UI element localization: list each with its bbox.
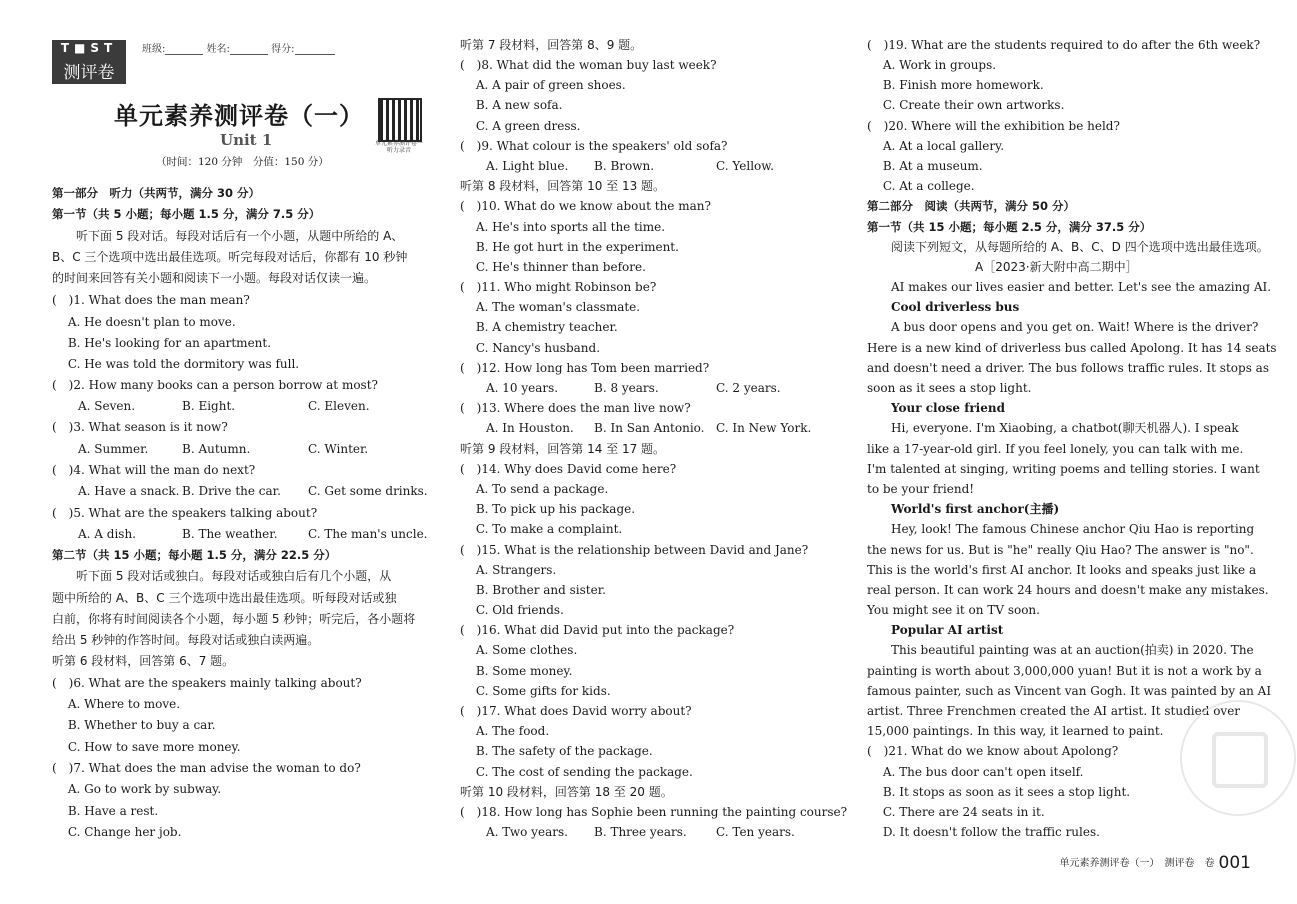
text-line: A. He's into sports all the time.	[460, 220, 666, 234]
text-line: 听下面 5 段对话或独白。每段对话或独白后有几个小题，从	[52, 569, 392, 583]
text-line: ( )1. What does the man mean?	[52, 293, 250, 307]
name-label: 姓名:	[206, 44, 230, 55]
text-line: ( )9. What colour is the speakers' old sofa?	[460, 139, 728, 153]
middle-column	[460, 0, 848, 904]
text-line: ( )17. What does David worry about?	[460, 704, 692, 718]
text-line: C. At a college.	[867, 179, 975, 193]
score-blank[interactable]	[295, 43, 335, 55]
answer-option: B. Three years.	[594, 825, 687, 839]
text-line: 听第 9 段材料，回答第 14 至 17 题。	[460, 442, 666, 456]
answer-option: A. Have a snack.	[78, 484, 180, 498]
text-line: B. A chemistry teacher.	[460, 320, 618, 334]
text-line: real person. It can work 24 hours and doesn't make any mistakes.	[867, 583, 1269, 597]
answer-option: B. The weather.	[182, 527, 278, 541]
answer-option: B. Brown.	[594, 159, 655, 173]
text-line: A. To send a package.	[460, 482, 609, 496]
text-line: 的时间来回答有关小题和阅读下一小题。每段对话仅读一遍。	[52, 271, 377, 285]
passage-subheading: Your close friend	[867, 401, 1005, 415]
page-title: 单元素养测评卷（一）	[114, 102, 364, 130]
text-line: C. He was told the dormitory was full.	[52, 357, 300, 371]
text-line: ( )4. What will the man do next?	[52, 463, 256, 477]
text-line: 听第 6 段材料，回答第 6、7 题。	[52, 654, 235, 668]
answer-option: B. 8 years.	[594, 381, 659, 395]
text-line: Hi, everyone. I'm Xiaobing, a chatbot(聊天机器人). I speak	[867, 421, 1239, 435]
page-footer	[1060, 853, 1251, 873]
text-line: D. It doesn't follow the traffic rules.	[867, 825, 1100, 839]
text-line: A［2023·新大附中高二期中］	[867, 260, 1138, 274]
text-line: A. The woman's classmate.	[460, 300, 641, 314]
score-label: 得分:	[271, 44, 295, 55]
class-blank[interactable]	[165, 43, 203, 55]
text-line: ( )3. What season is it now?	[52, 420, 228, 434]
text-line: B、C 三个选项中选出最佳选项。听完每段对话后，你都有 10 秒钟	[52, 250, 408, 264]
text-line: ( )6. What are the speakers mainly talking about?	[52, 676, 362, 690]
text-line: artist. Three Frenchmen created the AI artist. It studied over	[867, 704, 1241, 718]
answer-option: C. Winter.	[308, 442, 369, 456]
answer-option: C. Eleven.	[308, 399, 370, 413]
text-line: ( )15. What is the relationship between David and Jane?	[460, 543, 809, 557]
text-line: ( )19. What are the students required to do after the 6th week?	[867, 38, 1261, 52]
text-line: C. To make a complaint.	[460, 522, 623, 536]
text-line: A. He doesn't plan to move.	[52, 315, 236, 329]
text-line: 白前，你将有时间阅读各个小题，每小题 5 秒钟；听完后，各小题将	[52, 612, 416, 626]
text-line: ( )2. How many books can a person borrow at most?	[52, 378, 378, 392]
text-line: 听第 8 段材料，回答第 10 至 13 题。	[460, 179, 666, 193]
text-line: like a 17-year-old girl. If you feel lonely, you can talk with me.	[867, 442, 1244, 456]
text-line: ( )16. What did David put into the package?	[460, 623, 735, 637]
text-line: Hey, look! The famous Chinese anchor Qiu Hao is reporting	[867, 522, 1255, 536]
text-line: C. Change her job.	[52, 825, 182, 839]
answer-option: C. 2 years.	[716, 381, 781, 395]
text-line: ( )14. Why does David come here?	[460, 462, 677, 476]
text-line: A. Strangers.	[460, 563, 557, 577]
text-line: C. Nancy's husband.	[460, 341, 601, 355]
text-line: A. At a local gallery.	[867, 139, 1005, 153]
section-heading: 第一节（共 5 小题；每小题 1.5 分，满分 7.5 分）	[52, 207, 321, 221]
text-line: C. The cost of sending the package.	[460, 765, 693, 779]
text-line: A. A pair of green shoes.	[460, 78, 626, 92]
text-line: 听第 7 段材料，回答第 8、9 题。	[460, 38, 643, 52]
text-line: A. The bus door can't open itself.	[867, 765, 1084, 779]
text-line: ( )20. Where will the exhibition be held?	[867, 119, 1120, 133]
text-line: A. Where to move.	[52, 697, 181, 711]
student-info-fields	[142, 40, 335, 55]
text-line: B. He got hurt in the experiment.	[460, 240, 679, 254]
text-line: C. A green dress.	[460, 119, 581, 133]
answer-option: C. In New York.	[716, 421, 812, 435]
text-line: 给出 5 秒钟的作答时间。每段对话或独白读两遍。	[52, 633, 320, 647]
answer-option: A. Seven.	[78, 399, 136, 413]
text-line: ( )11. Who might Robinson be?	[460, 280, 657, 294]
name-blank[interactable]	[230, 43, 268, 55]
answer-option: B. Eight.	[182, 399, 236, 413]
text-line: the news for us. But is "he" really Qiu Hao? The answer is "no".	[867, 543, 1254, 557]
watermark-seal	[1180, 700, 1296, 816]
text-line: A. Go to work by subway.	[52, 782, 222, 796]
section-heading: 第一节（共 15 小题；每小题 2.5 分，满分 37.5 分）	[867, 220, 1152, 234]
answer-option: C. Yellow.	[716, 159, 774, 173]
left-column	[52, 0, 434, 904]
text-line: painting is worth about 3,000,000 yuan! But it is not a work by a	[867, 664, 1262, 678]
class-label: 班级:	[142, 44, 166, 55]
text-line: ( )7. What does the man advise the woman to do?	[52, 761, 361, 775]
answer-option: A. Two years.	[486, 825, 568, 839]
answer-option: B. Drive the car.	[182, 484, 281, 498]
text-line: B. Finish more homework.	[867, 78, 1044, 92]
text-line: B. Have a rest.	[52, 804, 159, 818]
text-line: This is the world's first AI anchor. It looks and speaks just like a	[867, 563, 1257, 577]
text-line: 阅读下列短文，从每题所给的 A、B、C、D 四个选项中选出最佳选项。	[867, 240, 1269, 254]
text-line: B. He's looking for an apartment.	[52, 336, 272, 350]
text-line: You might see it on TV soon.	[867, 603, 1040, 617]
text-line: 听下面 5 段对话。每段对话后有一个小题，从题中所给的 A、	[52, 229, 404, 243]
text-line: B. It stops as soon as it sees a stop light.	[867, 785, 1131, 799]
test-logo	[52, 40, 126, 84]
text-line: soon as it sees a stop light.	[867, 381, 1032, 395]
passage-subheading: Cool driverless bus	[867, 300, 1020, 314]
text-line: ( )8. What did the woman buy last week?	[460, 58, 717, 72]
text-line: B. The safety of the package.	[460, 744, 653, 758]
text-line: B. Some money.	[460, 664, 573, 678]
answer-option: C. Ten years.	[716, 825, 795, 839]
text-line: ( )12. How long has Tom been married?	[460, 361, 710, 375]
text-line: A bus door opens and you get on. Wait! Where is the driver?	[867, 320, 1259, 334]
text-line: famous painter, such as Vincent van Gogh. It was painted by an AI	[867, 684, 1272, 698]
text-line: B. To pick up his package.	[460, 502, 636, 516]
text-line: A. Some clothes.	[460, 643, 578, 657]
text-line: A. The food.	[460, 724, 550, 738]
text-line: C. How to save more money.	[52, 740, 241, 754]
passage-subheading: Popular AI artist	[867, 623, 1004, 637]
answer-option: A. Summer.	[78, 442, 149, 456]
unit-label: Unit 1	[220, 131, 273, 149]
passage-subheading: World's first anchor(主播)	[867, 502, 1060, 516]
text-line: ( )18. How long has Sophie been running the painting course?	[460, 805, 848, 819]
text-line: to be your friend!	[867, 482, 975, 496]
text-line: B. At a museum.	[867, 159, 983, 173]
logo-text-bottom: 测评卷	[63, 63, 115, 83]
section-heading: 第二部分 阅读（共两节，满分 50 分）	[867, 199, 1076, 213]
text-line: B. Whether to buy a car.	[52, 718, 216, 732]
text-line: C. There are 24 seats in it.	[867, 805, 1045, 819]
text-line: ( )5. What are the speakers talking about?	[52, 506, 318, 520]
answer-option: B. In San Antonio.	[594, 421, 705, 435]
text-line: C. Some gifts for kids.	[460, 684, 611, 698]
text-line: and doesn't need a driver. The bus follows traffic rules. It stops as	[867, 361, 1269, 375]
text-line: B. A new sofa.	[460, 98, 563, 112]
text-line: ( )21. What do we know about Apolong?	[867, 744, 1119, 758]
answer-option: A. In Houston.	[486, 421, 574, 435]
answer-option: C. Get some drinks.	[308, 484, 428, 498]
text-line: A. Work in groups.	[867, 58, 997, 72]
answer-option: C. The man's uncle.	[308, 527, 428, 541]
text-line: ( )13. Where does the man live now?	[460, 401, 691, 415]
logo-text-top: T■ST	[60, 41, 118, 55]
text-line: B. Brother and sister.	[460, 583, 606, 597]
answer-option: A. Light blue.	[486, 159, 569, 173]
text-line: 题中所给的 A、B、C 三个选项中选出最佳选项。听每段对话或独	[52, 591, 397, 605]
text-line: Here is a new kind of driverless bus called Apolong. It has 14 seats	[867, 341, 1277, 355]
text-line: AI makes our lives easier and better. Let's see the amazing AI.	[867, 280, 1272, 294]
text-line: 15,000 paintings. In this way, it learned to paint.	[867, 724, 1164, 738]
qr-code-icon[interactable]	[378, 98, 422, 142]
page-number: 001	[1218, 853, 1251, 873]
exam-timing: （时间：120 分钟 分值：150 分）	[156, 156, 329, 168]
text-line: ( )10. What do we know about the man?	[460, 199, 711, 213]
text-line: C. Create their own artworks.	[867, 98, 1065, 112]
text-line: This beautiful painting was at an auction(拍卖) in 2020. The	[867, 643, 1254, 657]
text-line: C. He's thinner than before.	[460, 260, 646, 274]
footer-label: 单元素养测评卷（一） 测评卷 卷	[1059, 858, 1215, 869]
text-line: C. Old friends.	[460, 603, 564, 617]
text-line: I'm talented at singing, writing poems and telling stories. I want	[867, 462, 1260, 476]
answer-option: A. 10 years.	[486, 381, 559, 395]
answer-option: A. A dish.	[78, 527, 136, 541]
qr-caption: 单元素养测评卷一听力录音	[374, 140, 423, 154]
section-heading: 第一部分 听力（共两节，满分 30 分）	[52, 186, 261, 200]
answer-option: B. Autumn.	[182, 442, 251, 456]
section-heading: 第二节（共 15 小题；每小题 1.5 分，满分 22.5 分）	[52, 548, 337, 562]
text-line: 听第 10 段材料，回答第 18 至 20 题。	[460, 785, 673, 799]
